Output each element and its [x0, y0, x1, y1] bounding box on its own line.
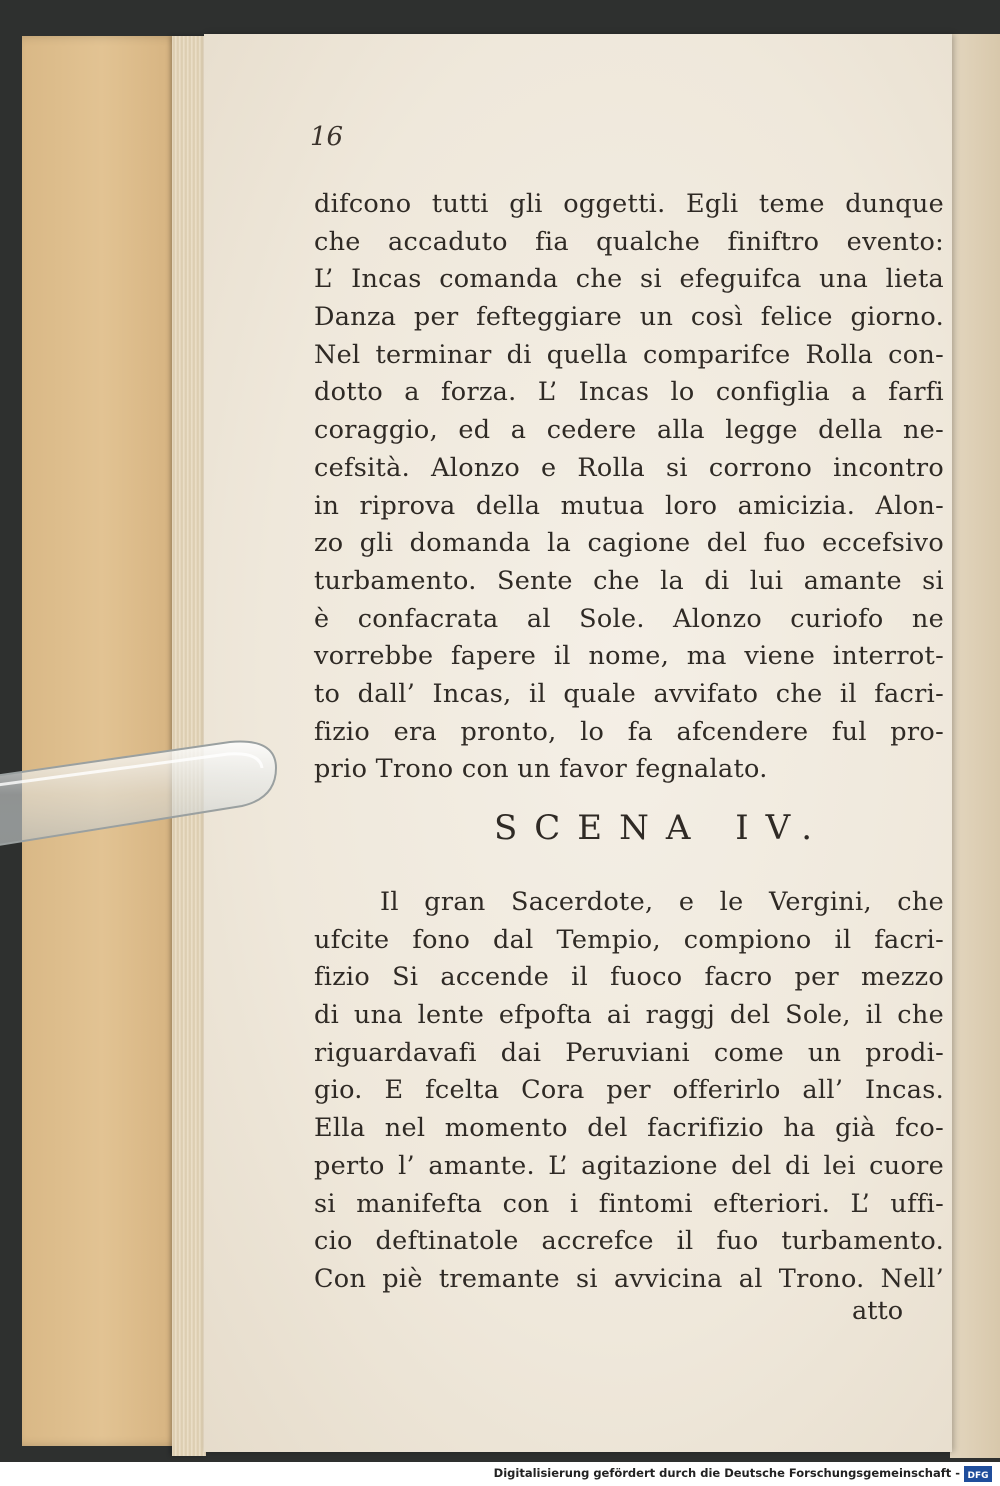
- paragraph-2: [314, 884, 944, 1299]
- footer-bar: [0, 1462, 1000, 1486]
- page-number: 16: [310, 122, 344, 152]
- text-line: si manifefta con i fintomi efteriori. L’ uffi-: [314, 1188, 944, 1219]
- text-line: cio deftinatole accrefce il fuo turbamento.: [314, 1226, 944, 1257]
- paragraph-1: [314, 186, 944, 789]
- catchword: atto: [852, 1296, 904, 1326]
- text-line: è confacrata al Sole. Alonzo curiofo ne: [314, 603, 944, 634]
- text-line: zo gli domanda la cagione del fuo eccefsivo: [314, 528, 944, 559]
- text-line: vorrebbe fapere il nome, ma viene interrot-: [314, 641, 944, 672]
- right-page-edge: [950, 34, 1000, 1458]
- dfg-logo-icon: [964, 1466, 992, 1482]
- text-line: di una lente efpofta ai raggj del Sole, il che: [314, 1000, 944, 1031]
- text-line: Con piè tremante si avvicina al Trono. Nell’: [314, 1263, 944, 1294]
- text-line: gio. E fcelta Cora per offerirlo all’ Incas.: [314, 1075, 944, 1106]
- text-line: to dall’ Incas, il quale avvifato che il facri-: [314, 678, 944, 709]
- text-line: in riprova della mutua loro amicizia. Alon-: [314, 490, 944, 521]
- footer-credit: Digitalisierung gefördert durch die Deutsche Forschungsgemeinschaft -: [493, 1466, 960, 1480]
- svg-text:DFG: DFG: [967, 1471, 989, 1481]
- text-line: che accaduto fia qualche finiftro evento:: [314, 226, 944, 257]
- text-line: fizio Si accende il fuoco facro per mezzo: [314, 962, 944, 993]
- text-line: Il gran Sacerdote, e le Vergini, che: [380, 887, 944, 917]
- text-line: Nel terminar di quella comparifce Rolla con-: [314, 339, 944, 370]
- text-line: L’ Incas comanda che si efeguifca una lieta: [314, 264, 944, 295]
- text-line: difcono tutti gli oggetti. Egli teme dunque: [314, 189, 944, 219]
- text-line: coraggio, ed a cedere alla legge della ne-: [314, 415, 944, 446]
- glass-page-holder: [0, 738, 280, 848]
- scene-heading: SCENA IV.: [494, 808, 830, 848]
- text-line: riguardavafi dai Peruviani come un prodi-: [314, 1037, 944, 1068]
- text-line: Danza per fefteggiare un così felice giorno.: [314, 302, 944, 333]
- text-line: ufcite fono dal Tempio, compiono il facri-: [314, 924, 944, 955]
- text-line: fizio era pronto, lo fa afcendere ful pro-: [314, 716, 944, 747]
- text-line: cefsità. Alonzo e Rolla si corrono incontro: [314, 452, 944, 483]
- text-line: prio Trono con un favor fegnalato.: [314, 754, 768, 785]
- text-line: dotto a forza. L’ Incas lo configlia a farfi: [314, 377, 944, 408]
- text-line: Ella nel momento del facrifizio ha già fco-: [314, 1113, 944, 1144]
- text-line: turbamento. Sente che la di lui amante si: [314, 565, 944, 596]
- text-line: perto l’ amante. L’ agitazione del di lei cuore: [314, 1150, 944, 1181]
